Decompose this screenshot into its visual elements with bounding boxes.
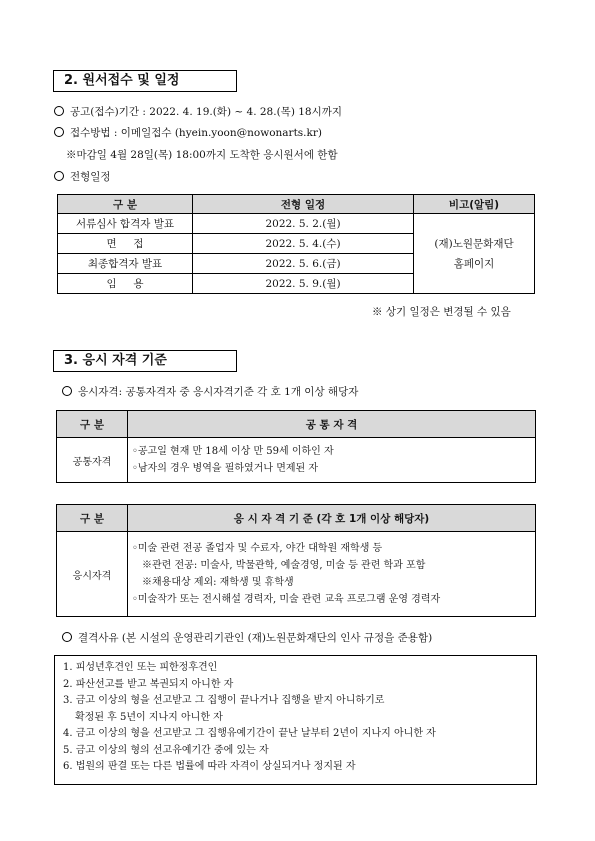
application-period: 공고(접수)기간 : 2022. 4. 19.(화) ~ 4. 28.(목) 18시까지 [54, 105, 342, 119]
header-remark: 비고(알림) [414, 195, 535, 214]
criteria-table [56, 504, 536, 617]
common-qualification-table [56, 410, 536, 483]
circle-bullet-icon [54, 106, 64, 116]
header-category: 구 분 [57, 505, 128, 532]
circle-bullet-icon [62, 632, 72, 642]
list-item: ◦공고일 현재 만 18세 이상 만 59세 이하인 자 [132, 446, 334, 457]
date-cell: 2022. 5. 2.(월) [193, 214, 414, 234]
disqualification-bullet: 결격사유 (본 시설의 운영관리기관인 (재)노원문화재단의 인사 규정을 준용함) [62, 631, 432, 645]
list-item: ◦남자의 경우 병역을 필하였거나 면제된 자 [132, 463, 319, 474]
list-item: 1. 피성년후견인 또는 피한정후견인 [63, 662, 218, 673]
remark-cell: (재)노원문화재단 홈페이지 [414, 214, 535, 294]
list-item: 4. 금고 이상의 형을 선고받고 그 집행유예기간이 끝난 날부터 2년이 지나지 아니한 자 [63, 728, 436, 739]
header-schedule: 전형 일정 [193, 195, 414, 214]
list-item: ◦미술 관련 전공 졸업자 및 수료자, 야간 대학원 재학생 등 [132, 543, 383, 554]
header-category: 구 분 [57, 411, 128, 438]
section-3-title: 3. 응시 자격 기준 [53, 350, 237, 372]
circle-bullet-icon [54, 171, 64, 181]
header-common-qualification: 공 통 자 격 [128, 411, 536, 438]
deadline-note: ※마감일 4월 28일(목) 18:00까지 도착한 응시원서에 한함 [66, 149, 338, 161]
list-item: 6. 법원의 판결 또는 다른 법률에 따라 자격이 상실되거나 정지된 자 [63, 761, 356, 772]
date-cell: 2022. 5. 6.(금) [193, 254, 414, 274]
circle-bullet-icon [62, 386, 72, 396]
criteria-items [128, 532, 536, 617]
list-item: ◦미술작가 또는 전시해설 경력자, 미술 관련 교육 프로그램 운영 경력자 [132, 594, 441, 605]
date-cell: 2022. 5. 4.(수) [193, 234, 414, 254]
list-item: 3. 금고 이상의 형을 선고받고 그 집행이 끝나거나 집행을 받지 아니하기로 [63, 695, 385, 706]
stage-cell: 임 용 [58, 274, 193, 294]
circle-bullet-icon [54, 127, 64, 137]
header-criteria: 응 시 자 격 기 준 (각 호 1개 이상 해당자) [128, 505, 536, 532]
header-category: 구 분 [58, 195, 193, 214]
disqualification-box [54, 655, 537, 785]
eligibility-bullet: 응시자격: 공통자격자 중 응시자격기준 각 호 1개 이상 해당자 [62, 385, 358, 399]
schedule-bullet: 전형일정 [54, 170, 111, 184]
table-row [58, 214, 535, 234]
criteria-label: 응시자격 [57, 532, 128, 617]
stage-cell: 최종합격자 발표 [58, 254, 193, 274]
change-note: ※ 상기 일정은 변경될 수 있음 [372, 306, 511, 318]
section-2-title: 2. 원서접수 및 일정 [53, 70, 237, 92]
list-item: ※관련 전공: 미술사, 박물관학, 예술경영, 미술 등 관련 학과 포함 [142, 560, 426, 571]
list-item: 2. 파산선고를 받고 복권되지 아니한 자 [63, 678, 234, 690]
schedule-table [57, 194, 535, 294]
list-item: ※채용대상 제외: 재학생 및 휴학생 [142, 577, 294, 588]
stage-cell: 면 접 [58, 234, 193, 254]
common-items [128, 438, 536, 483]
list-item: 5. 금고 이상의 형의 선고유예기간 중에 있는 자 [63, 744, 269, 756]
list-item: 확정된 후 5년이 지나지 아니한 자 [75, 711, 223, 723]
common-label: 공통자격 [57, 438, 128, 483]
date-cell: 2022. 5. 9.(월) [193, 274, 414, 294]
application-method: 접수방법 : 이메일접수 (hyein.yoon@nowonarts.kr) [54, 126, 322, 140]
stage-cell: 서류심사 합격자 발표 [58, 214, 193, 234]
